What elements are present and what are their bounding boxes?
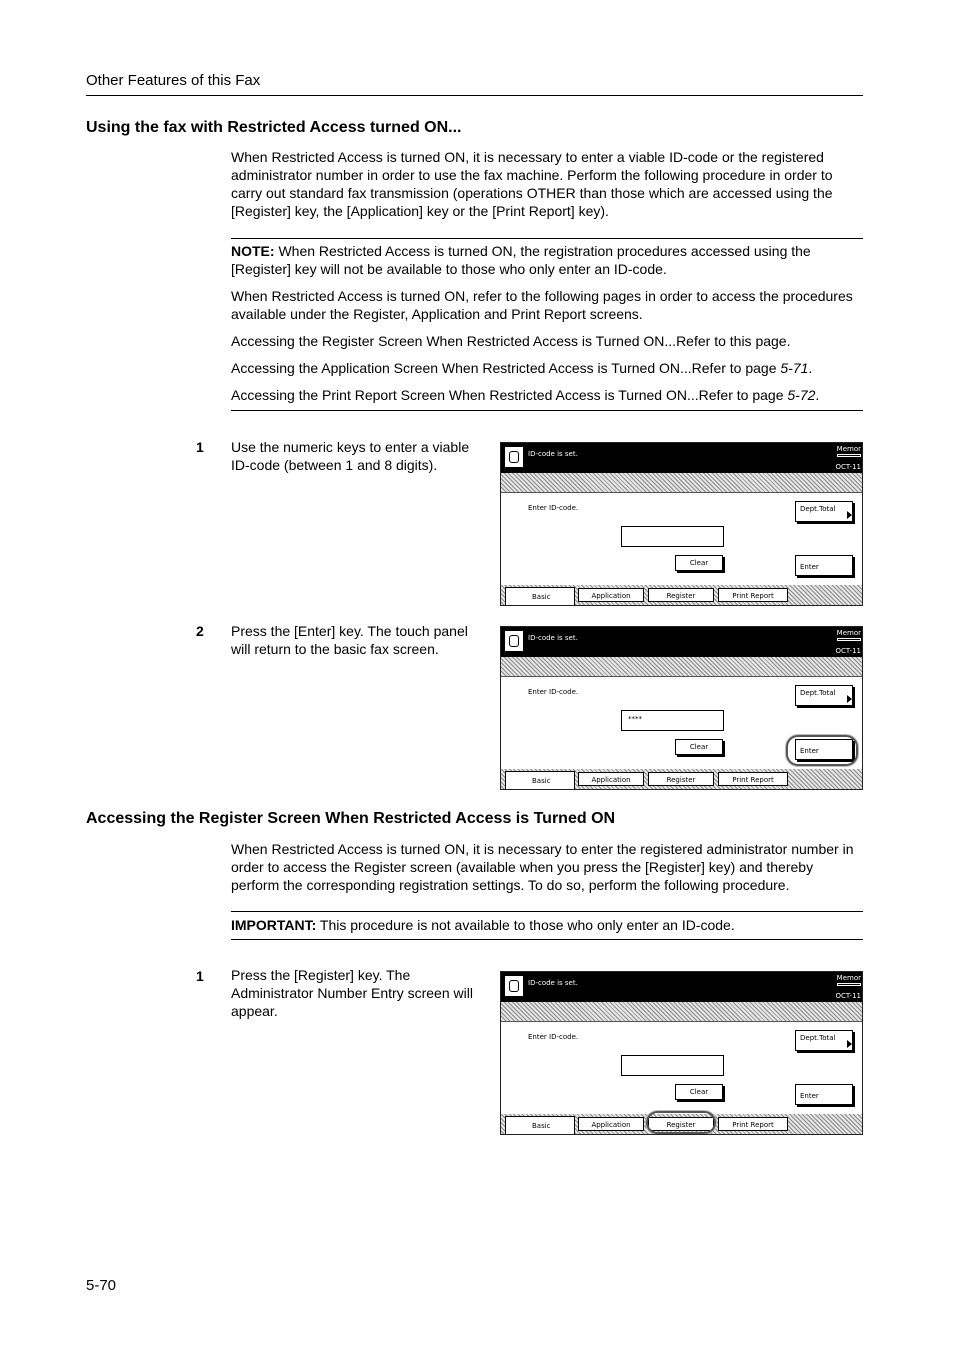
header-rule [86, 95, 863, 96]
important-text: This procedure is not available to those who only enter an ID-code. [316, 917, 735, 933]
important-rule-bottom [231, 939, 863, 940]
panel-date: OCT-11 [835, 647, 861, 655]
panel-message: ID-code is set. [528, 450, 578, 458]
fax-icon [505, 631, 523, 651]
panel-date: OCT-11 [835, 463, 861, 471]
note-paragraph-3: Accessing the Register Screen When Restricted Access is Turned ON...Refer to this page. [231, 333, 791, 349]
note-p4-text: Accessing the Application Screen When Restricted Access is Turned ON...Refer to page [231, 360, 781, 376]
panel-hatch-top [501, 473, 862, 492]
dept-total-button[interactable]: Dept.Total [795, 501, 853, 522]
dept-total-button[interactable]: Dept.Total [795, 685, 853, 706]
page-number: 5-70 [86, 1277, 117, 1294]
page-ref-5-71[interactable]: 5-71 [780, 360, 809, 376]
step-number: 2 [196, 623, 204, 639]
step-text: Use the numeric keys to enter a viable ID-code (between 1 and 8 digits). [231, 439, 470, 473]
id-code-field[interactable]: **** [621, 710, 724, 731]
panel-hatch-top [501, 1002, 862, 1021]
important-rule-top [231, 911, 863, 912]
id-code-field[interactable] [621, 526, 724, 547]
note-paragraph-2: When Restricted Access is turned ON, refer to the following pages in order to access the procedures available under the Register, Application and Print Report screens. [231, 288, 853, 322]
step-number: 1 [196, 968, 204, 984]
enter-button[interactable]: Enter [795, 739, 853, 760]
panel-status-bar [501, 972, 862, 1002]
panel-date: OCT-11 [835, 992, 861, 1000]
note-label: NOTE: [231, 243, 275, 259]
step-number: 1 [196, 439, 204, 455]
memory-gauge [837, 454, 861, 457]
page-ref-5-72[interactable]: 5-72 [787, 387, 816, 403]
clear-button[interactable]: Clear [675, 1084, 723, 1100]
panel-status-bar [501, 627, 862, 657]
panel-hatch-top [501, 657, 862, 676]
tab-application[interactable]: Application [578, 1117, 644, 1131]
important-label: IMPORTANT: [231, 917, 317, 933]
panel-prompt: Enter ID-code. [528, 688, 579, 696]
memory-gauge [837, 983, 861, 986]
dept-total-button[interactable]: Dept.Total [795, 1030, 853, 1051]
intro-text: When Restricted Access is turned ON, it is necessary to enter a viable ID-code or the registered administrator number in order to use the fax machine. Perform the following procedure in order to carry out standard fax transmission (operations OTHER than those which are accessed using the [Register] key, the [Application] key or the [Print Report] key). [231, 149, 833, 219]
tab-print-report[interactable]: Print Report [718, 772, 788, 786]
tab-print-report[interactable]: Print Report [718, 1117, 788, 1131]
period: . [808, 360, 813, 376]
note-block [231, 242, 863, 278]
note-rule-bottom [231, 410, 863, 411]
step-text: Press the [Register] key. The Administrator Number Entry screen will appear. [231, 967, 473, 1019]
enter-button[interactable]: Enter [795, 555, 853, 576]
tab-basic[interactable]: Basic [505, 771, 575, 789]
panel-message: ID-code is set. [528, 634, 578, 642]
fax-icon [505, 976, 523, 996]
running-header: Other Features of this Fax [86, 72, 261, 89]
important-block [231, 916, 863, 934]
tab-print-report[interactable]: Print Report [718, 588, 788, 602]
tab-register[interactable]: Register [648, 588, 714, 602]
intro-paragraph [231, 148, 863, 220]
section-heading-restricted-access: Using the fax with Restricted Access turned ON... [86, 119, 462, 136]
section-heading-register-screen: Accessing the Register Screen When Restricted Access is Turned ON [86, 810, 616, 827]
panel-message: ID-code is set. [528, 979, 578, 987]
note-text: When Restricted Access is turned ON, the registration procedures accessed using the [Register] key will not be available to those who only enter an ID-code. [231, 243, 811, 277]
note-p5-text: Accessing the Print Report Screen When Restricted Access is Turned ON...Refer to page [231, 387, 788, 403]
tab-register[interactable]: Register [648, 1117, 714, 1131]
tab-basic[interactable]: Basic [505, 587, 575, 605]
touch-panel-screenshot [500, 626, 863, 790]
clear-button[interactable]: Clear [675, 555, 723, 571]
panel-prompt: Enter ID-code. [528, 1033, 579, 1041]
period: . [815, 387, 820, 403]
touch-panel-screenshot [500, 442, 863, 606]
clear-button[interactable]: Clear [675, 739, 723, 755]
touch-panel-screenshot [500, 971, 863, 1135]
tab-application[interactable]: Application [578, 588, 644, 602]
enter-button[interactable]: Enter [795, 1084, 853, 1105]
memory-label: Memor [836, 974, 861, 982]
panel-status-bar [501, 443, 862, 473]
panel-prompt: Enter ID-code. [528, 504, 579, 512]
highlight-ring [786, 735, 858, 766]
memory-gauge [837, 638, 861, 641]
tab-register[interactable]: Register [648, 772, 714, 786]
memory-label: Memor [836, 629, 861, 637]
note-rule-top [231, 238, 863, 239]
id-code-field[interactable] [621, 1055, 724, 1076]
section2-intro-text: When Restricted Access is turned ON, it is necessary to enter the registered administrator number in order to access the Register screen (available when you press the [Register] key) and thereby perform the corresponding registration settings. To do so, perform the following procedure. [231, 841, 854, 893]
section2-intro [231, 840, 863, 894]
highlight-ring [646, 1111, 716, 1134]
tab-application[interactable]: Application [578, 772, 644, 786]
note-paragraph-4 [231, 359, 863, 377]
fax-icon [505, 447, 523, 467]
note-paragraph-5 [231, 386, 863, 404]
step-text: Press the [Enter] key. The touch panel will return to the basic fax screen. [231, 623, 468, 657]
memory-label: Memor [836, 445, 861, 453]
tab-basic[interactable]: Basic [505, 1116, 575, 1134]
